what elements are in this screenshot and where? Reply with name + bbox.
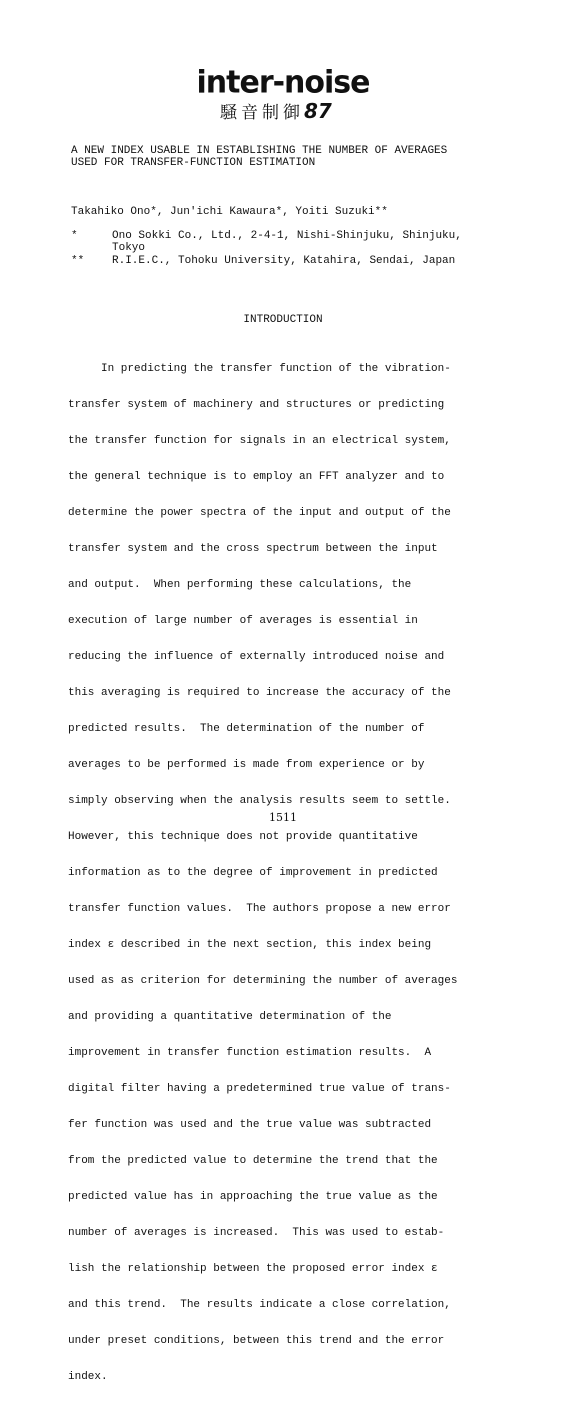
affiliation-mark: *	[71, 230, 78, 242]
body-line: and providing a quantitative determination of the	[68, 1011, 392, 1023]
body-line: and output. When performing these calculations, the	[68, 579, 412, 591]
body-line: number of averages is increased. This was used to estab-	[68, 1227, 445, 1239]
body-line: fer function was used and the true value was subtracted	[68, 1119, 432, 1131]
body-line: digital filter having a predetermined true value of trans-	[68, 1083, 451, 1095]
logo-text: inter-noise	[196, 64, 370, 101]
body-line: this averaging is required to increase the accuracy of the	[68, 687, 451, 699]
body-line: However, this technique does not provide quantitative	[68, 831, 418, 843]
conference-logo	[0, 64, 566, 101]
body-line: simply observing when the analysis results seem to settle.	[68, 795, 451, 807]
page-number: 1511	[269, 811, 297, 824]
body-line: under preset conditions, between this trend and the error	[68, 1335, 445, 1347]
body-line: index.	[68, 1371, 108, 1383]
section-heading: INTRODUCTION	[243, 314, 323, 326]
body-line: index ε described in the next section, this index being	[68, 939, 432, 951]
body-line: information as to the degree of improvement in predicted	[68, 867, 438, 879]
body-line: reducing the influence of externally introduced noise and	[68, 651, 445, 663]
affiliation-text: Ono Sokki Co., Ltd., 2-4-1, Nishi-Shinjuku, Shinjuku, Tokyo	[112, 230, 462, 254]
logo-subtitle	[220, 101, 332, 123]
logo-year: 87	[304, 99, 332, 123]
body-line: In predicting the transfer function of the vibration-	[68, 363, 451, 375]
body-line: and this trend. The results indicate a close correlation,	[68, 1299, 451, 1311]
logo-kanji: 騒音制御	[220, 103, 304, 123]
body-line: lish the relationship between the proposed error index ε	[68, 1263, 438, 1275]
body-line: transfer system and the cross spectrum between the input	[68, 543, 438, 555]
body-line: the transfer function for signals in an electrical system,	[68, 435, 451, 447]
body-line: predicted value has in approaching the true value as the	[68, 1191, 438, 1203]
body-line: transfer system of machinery and structures or predicting	[68, 399, 445, 411]
body-line: used as as criterion for determining the number of averages	[68, 975, 458, 987]
body-line: from the predicted value to determine the trend that the	[68, 1155, 438, 1167]
body-line: averages to be performed is made from experience or by	[68, 759, 425, 771]
affiliation-text: R.I.E.C., Tohoku University, Katahira, Sendai, Japan	[112, 255, 456, 267]
paper-title: A NEW INDEX USABLE IN ESTABLISHING THE NUMBER OF AVERAGES USED FOR TRANSFER-FUNCTION ESTIMATION	[71, 145, 448, 169]
body-line: predicted results. The determination of the number of	[68, 723, 425, 735]
author-list: Takahiko Ono*, Jun'ichi Kawaura*, Yoiti Suzuki**	[71, 206, 388, 218]
body-line: execution of large number of averages is essential in	[68, 615, 418, 627]
body-paragraph	[68, 339, 498, 1407]
affiliation-mark: **	[71, 255, 85, 267]
body-line: determine the power spectra of the input and output of the	[68, 507, 451, 519]
body-line: the general technique is to employ an FFT analyzer and to	[68, 471, 445, 483]
body-line: transfer function values. The authors propose a new error	[68, 903, 451, 915]
body-line: improvement in transfer function estimation results. A	[68, 1047, 432, 1059]
